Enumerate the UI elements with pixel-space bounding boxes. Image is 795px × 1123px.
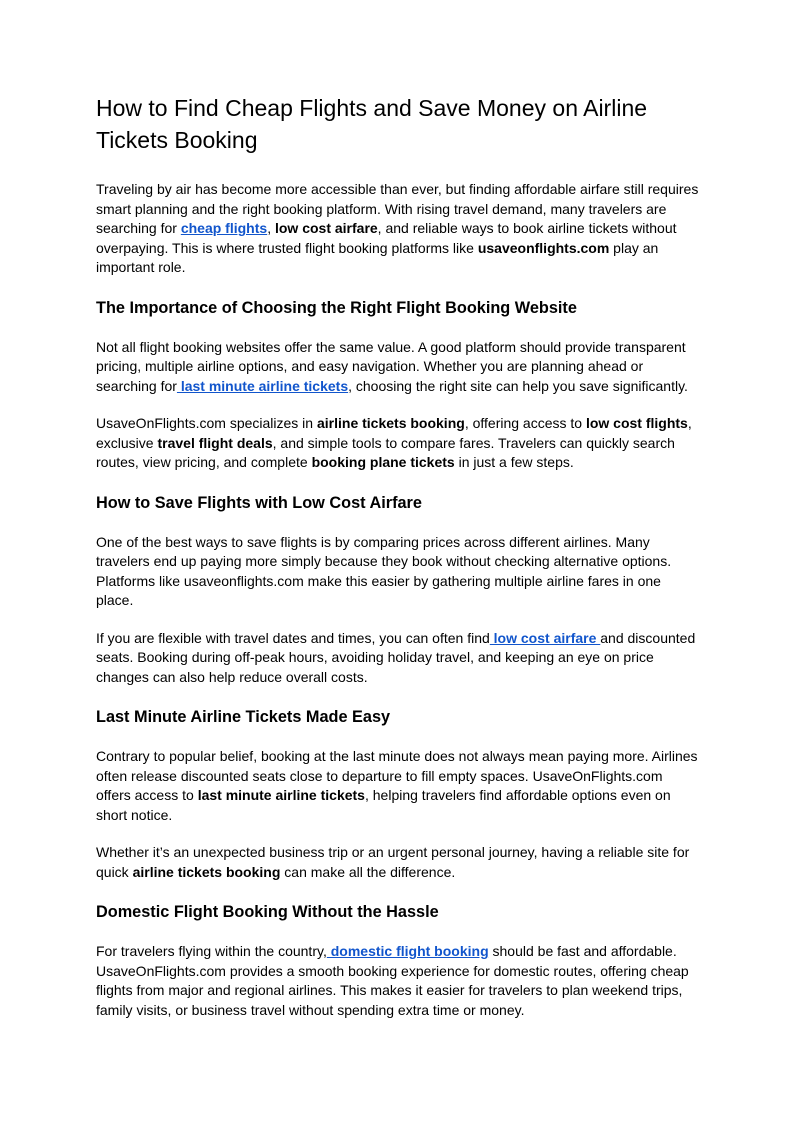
intro-text-4: play an important role. — [96, 239, 659, 275]
section1-p2-text-1: UsaveOnFlights.com specializes in — [96, 415, 317, 431]
section2-paragraph-2 — [96, 629, 699, 688]
intro-text-2: , — [267, 220, 275, 236]
section1-paragraph-1 — [96, 338, 699, 397]
intro-text-1: Traveling by air has become more accessible than ever, but finding affordable airfare still requires smart planning and the right booking platform. With rising travel demand, many travelers are searching for — [96, 181, 699, 236]
section1-p2-text-2: , offering access to — [464, 415, 586, 431]
section-heading-domestic: Domestic Flight Booking Without the Hassle — [96, 903, 439, 921]
section-heading-last-minute: Last Minute Airline Tickets Made Easy — [96, 708, 391, 726]
section3-p2-bold-1: airline tickets booking — [132, 863, 281, 880]
section1-paragraph-2 — [96, 414, 699, 473]
intro-bold-site: usaveonflights.com — [477, 239, 610, 256]
section1-p1-text-2: , choosing the right site can help you save significantly. — [348, 377, 688, 394]
section-heading-right-website: The Importance of Choosing the Right Flight Booking Website — [96, 298, 577, 317]
section1-p2-text-3: , exclusive — [96, 415, 692, 451]
section3-paragraph-1 — [96, 747, 699, 825]
document-title: How to Find Cheap Flights and Save Money on Airline Tickets Booking — [96, 95, 648, 153]
cheap-flights-link[interactable]: cheap flights — [180, 220, 268, 236]
section3-p1-text-1: Contrary to popular belief, booking at the last minute does not always mean paying more. Airlines often release discounted seats close to departure to fill empty spaces. UsaveOnFlights.com offers access to — [96, 748, 698, 803]
section3-p2-text-1: Whether it’s an unexpected business trip or an urgent personal journey, having a reliable site for quick — [96, 844, 690, 880]
section2-p2-text-2: and discounted seats. Booking during off-peak hours, avoiding holiday travel, and keeping an eye on price changes can also help reduce overall costs. — [96, 629, 696, 685]
section1-p2-bold-3: travel flight deals — [157, 434, 273, 451]
section3-p2-text-2: can make all the difference. — [280, 863, 456, 880]
domestic-flight-booking-link[interactable]: domestic flight booking — [326, 943, 489, 959]
intro-paragraph — [96, 180, 699, 278]
section3-paragraph-2 — [96, 843, 699, 882]
section1-p2-text-5: in just a few steps. — [454, 454, 574, 470]
intro-text-3: , and reliable ways to book airline tickets without overpaying. This is where trusted flight booking platforms like — [96, 220, 677, 256]
section4-p1-text-1: For travelers flying within the country, — [96, 943, 327, 959]
low-cost-airfare-link[interactable]: low cost airfare — [489, 629, 601, 646]
section-heading-low-cost-airfare: How to Save Flights with Low Cost Airfare — [96, 493, 422, 512]
section2-p2-text-1: If you are flexible with travel dates and times, you can often find — [96, 629, 490, 646]
section1-p2-bold-1: airline tickets booking — [316, 415, 465, 431]
intro-bold-low-cost-airfare: low cost airfare — [274, 220, 378, 236]
section2-paragraph-1: One of the best ways to save flights is by comparing prices across different airlines. Many travelers end up paying more simply because they book without checking alternative options. Platforms like usaveonflights.com make this easier by gathering multiple airline fares in one place. — [96, 533, 672, 608]
section3-p1-bold-1: last minute airline tickets — [197, 787, 365, 803]
section1-p1-text-1: Not all flight booking websites offer the same value. A good platform should provide transparent pricing, multiple airline options, and easy navigation. Whether you are planning ahead or searching for — [96, 338, 686, 394]
section1-p2-bold-4: booking plane tickets — [311, 454, 455, 470]
section1-p2-bold-2: low cost flights — [585, 415, 688, 431]
section4-p1-text-2: should be fast and affordable. UsaveOnFlights.com provides a smooth booking experience for domestic routes, offering cheap flights from major and regional airlines. This makes it easier for travelers to plan weekend trips, family visits, or business travel without spending extra time or money. — [96, 943, 689, 1018]
section4-paragraph-1 — [96, 942, 699, 1020]
section1-p2-text-4: , and simple tools to compare fares. Travelers can quickly search routes, view pricing, and complete — [96, 434, 675, 470]
last-minute-airline-tickets-link[interactable]: last minute airline tickets — [176, 377, 349, 394]
section3-p1-text-2: , helping travelers find affordable options even on short notice. — [96, 787, 671, 823]
